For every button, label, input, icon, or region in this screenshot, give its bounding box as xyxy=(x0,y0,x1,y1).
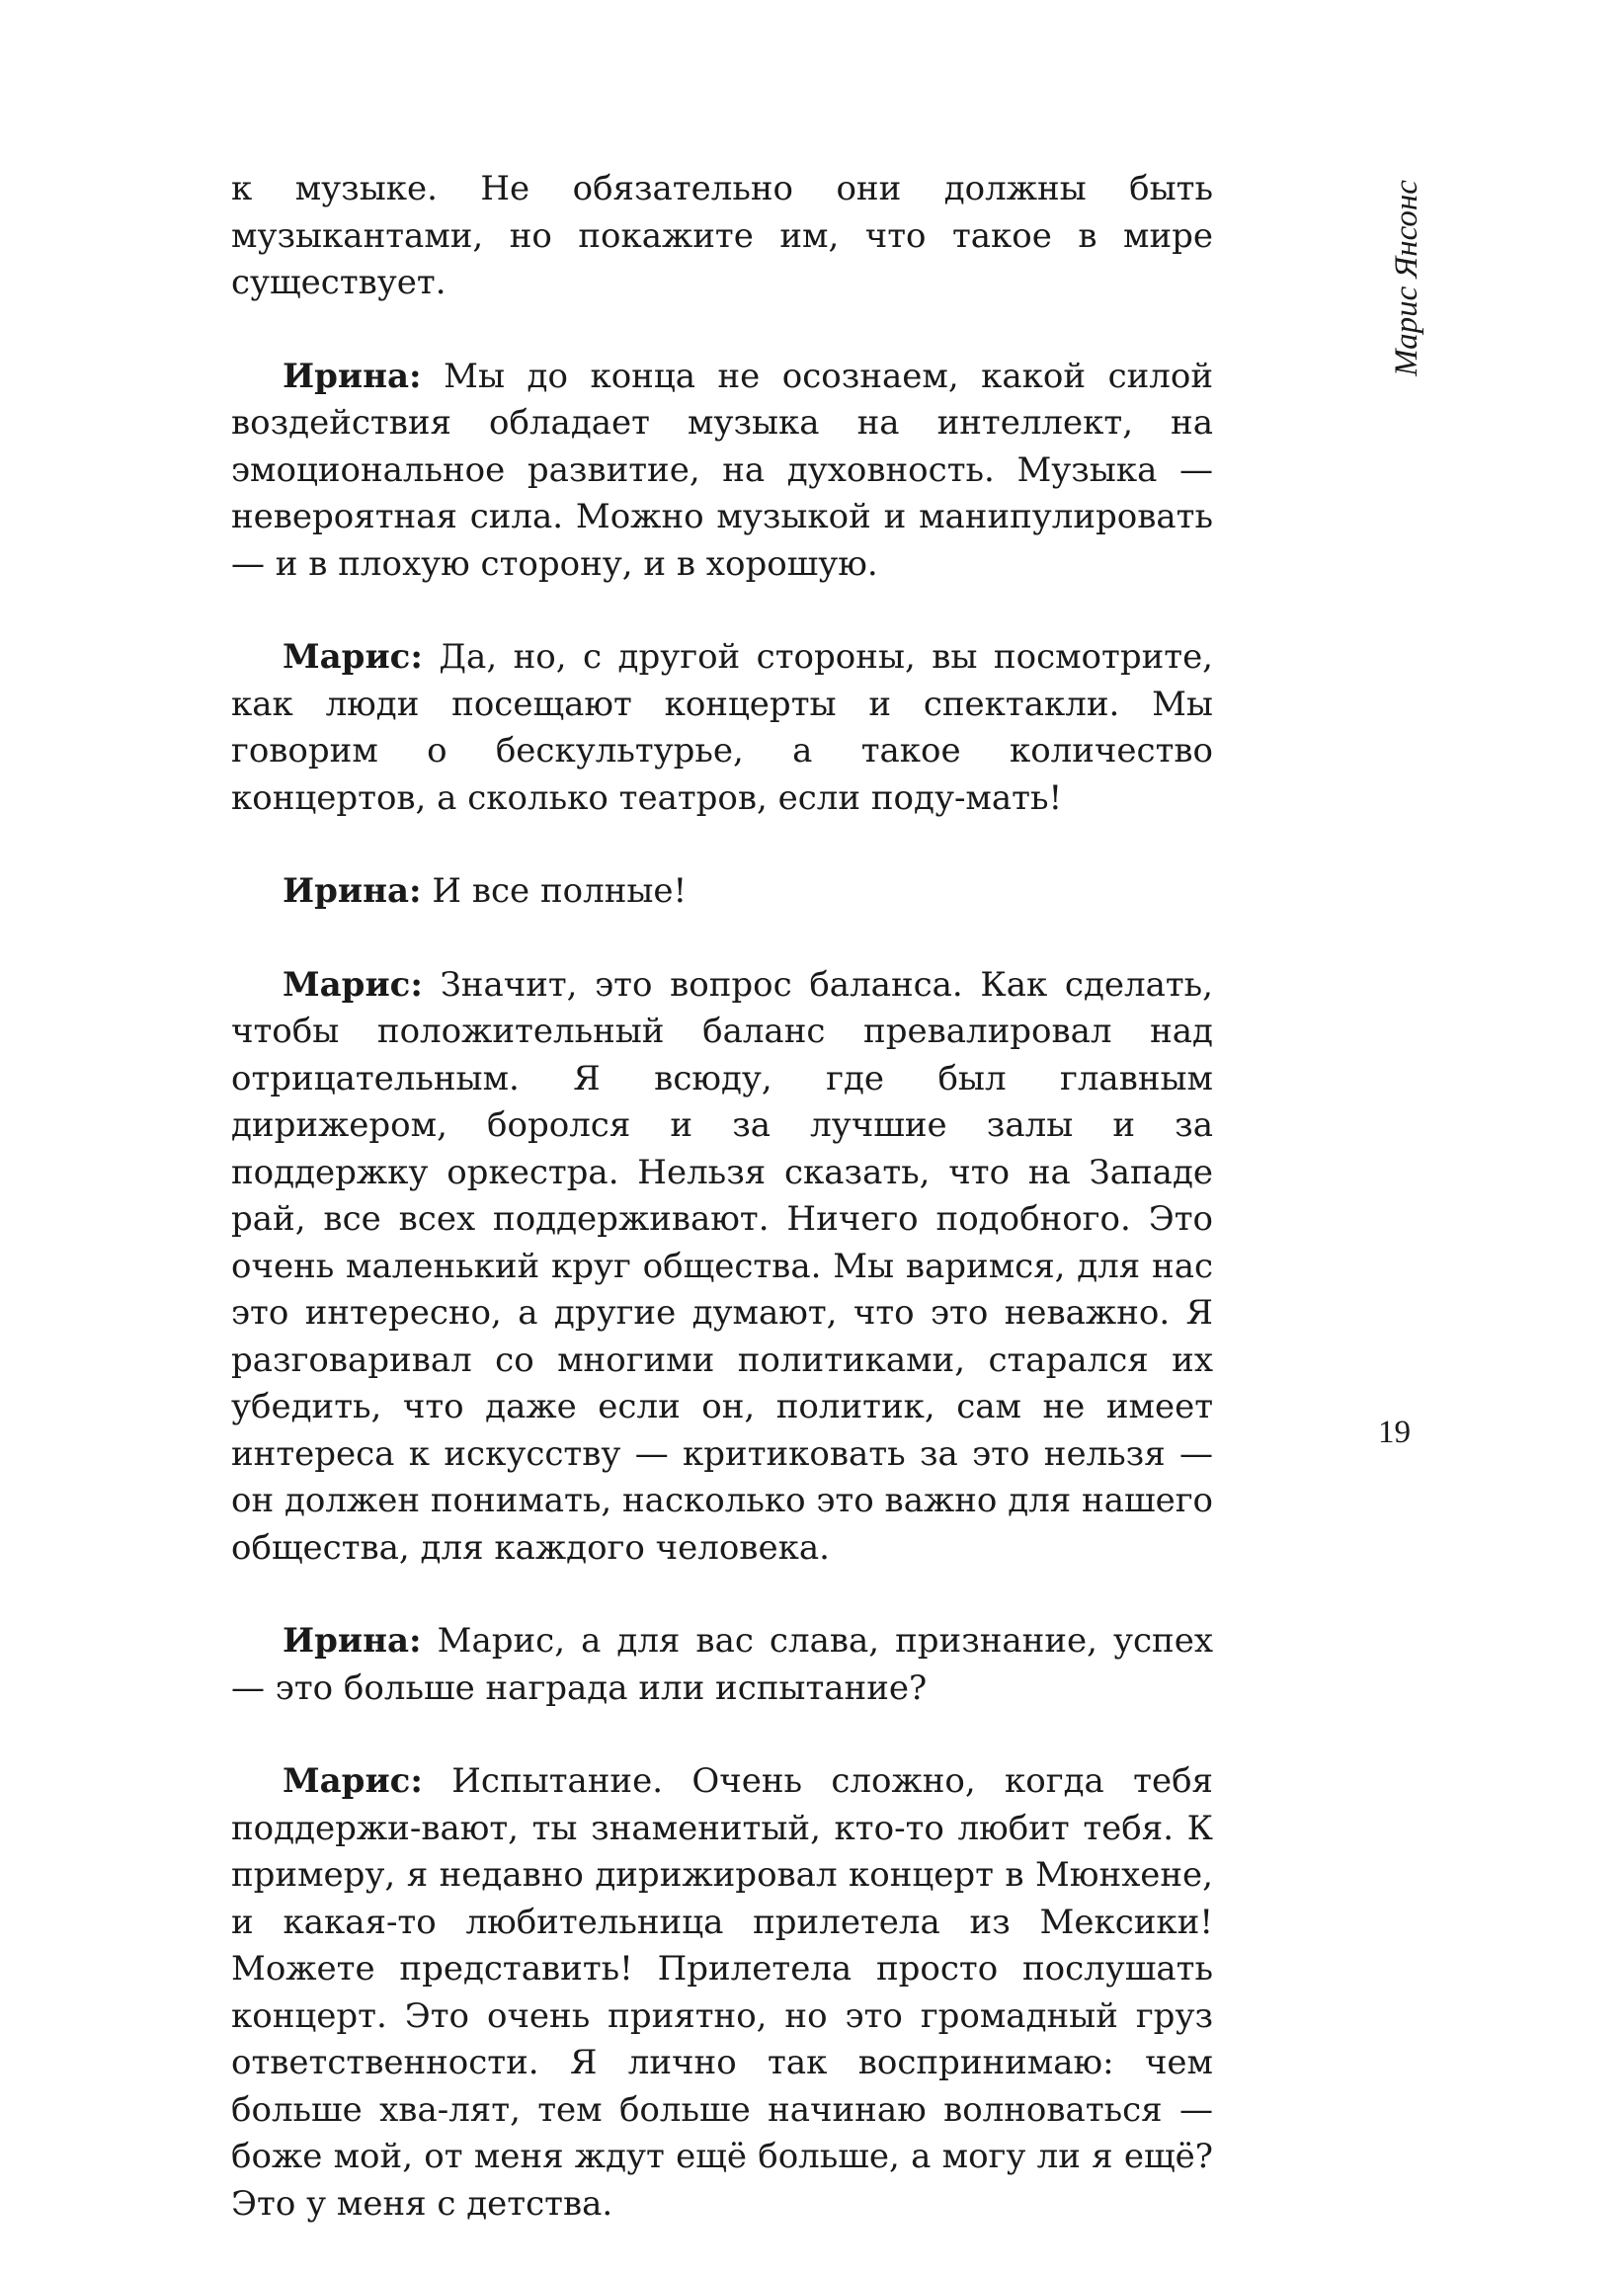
running-head-text: Марис Янсонс xyxy=(1388,179,1424,376)
dialogue-paragraph xyxy=(231,634,1213,822)
paragraph-text: Да, но, с другой стороны, вы посмотрите, как люди посещают концерты и спектакли. Мы говорим о бескультурье, а такое количество концертов, а сколько театров, если поду-мать! xyxy=(231,637,1213,818)
dialogue-paragraph xyxy=(231,354,1213,589)
speaker-name: Ирина: xyxy=(283,871,422,911)
dialogue-paragraph xyxy=(231,1758,1213,2228)
dialogue-paragraph xyxy=(231,1618,1213,1712)
paragraph-text: Мы до конца не осознаем, какой силой воздействия обладает музыка на интеллект, на эмоциональное развитие, на духовность. Музыка — невероятная сила. Можно музыкой и манипулировать — и в плохую сторону, и в хорошую. xyxy=(231,356,1213,584)
speaker-name: Марис: xyxy=(283,637,423,677)
paragraph-text: Значит, это вопрос баланса. Как сделать, чтобы положительный баланс превалировал над отрицательным. Я всюду, где был главным дирижером, боролся и за лучшие залы и за поддержку оркестра. Нельзя сказать, что на Западе рай, все всех поддерживают. Ничего подобного. Это очень маленький круг общества. Мы варимся, для нас это интересно, а другие думают, что это неважно. Я разговаривал со многими политиками, старался их убедить, что даже если он, политик, сам не имеет интереса к искусству — критиковать за это нельзя — он должен понимать, насколько это важно для нашего общества, для каждого человека. xyxy=(231,964,1213,1568)
main-text xyxy=(231,166,1213,2274)
dialogue-paragraph xyxy=(231,868,1213,916)
speaker-name: Марис: xyxy=(283,1761,423,1801)
speaker-name: Ирина: xyxy=(283,356,422,396)
paragraph-text: И все полные! xyxy=(432,871,688,911)
speaker-name: Марис: xyxy=(283,964,423,1005)
paragraph-continuation xyxy=(231,166,1213,307)
paragraph-text: Марис, а для вас слава, признание, успех — это больше награда или испытание? xyxy=(231,1621,1213,1708)
page-number: 19 xyxy=(1378,1415,1411,1450)
paragraph-text: Испытание. Очень сложно, когда тебя поддержи-вают, ты знаменитый, кто-то любит тебя. К примеру, я недавно дирижировал концерт в Мюнхене, и какая-то любительница прилетела из Мексики! Можете представить! Прилетела просто послушать концерт. Это очень приятно, но это громадный груз ответственности. Я лично так воспринимаю: чем больше хва-лят, тем больше начинаю волноваться — боже мой, от меня ждут ещё больше, а могу ли я ещё? Это у меня с детства. xyxy=(231,1761,1213,2224)
running-head xyxy=(1377,174,1436,381)
paragraph-text: к музыке. Не обязательно они должны быть музыкантами, но покажите им, что такое в мире существует. xyxy=(231,169,1213,302)
speaker-name: Ирина: xyxy=(283,1621,422,1661)
dialogue-paragraph xyxy=(231,962,1213,1573)
